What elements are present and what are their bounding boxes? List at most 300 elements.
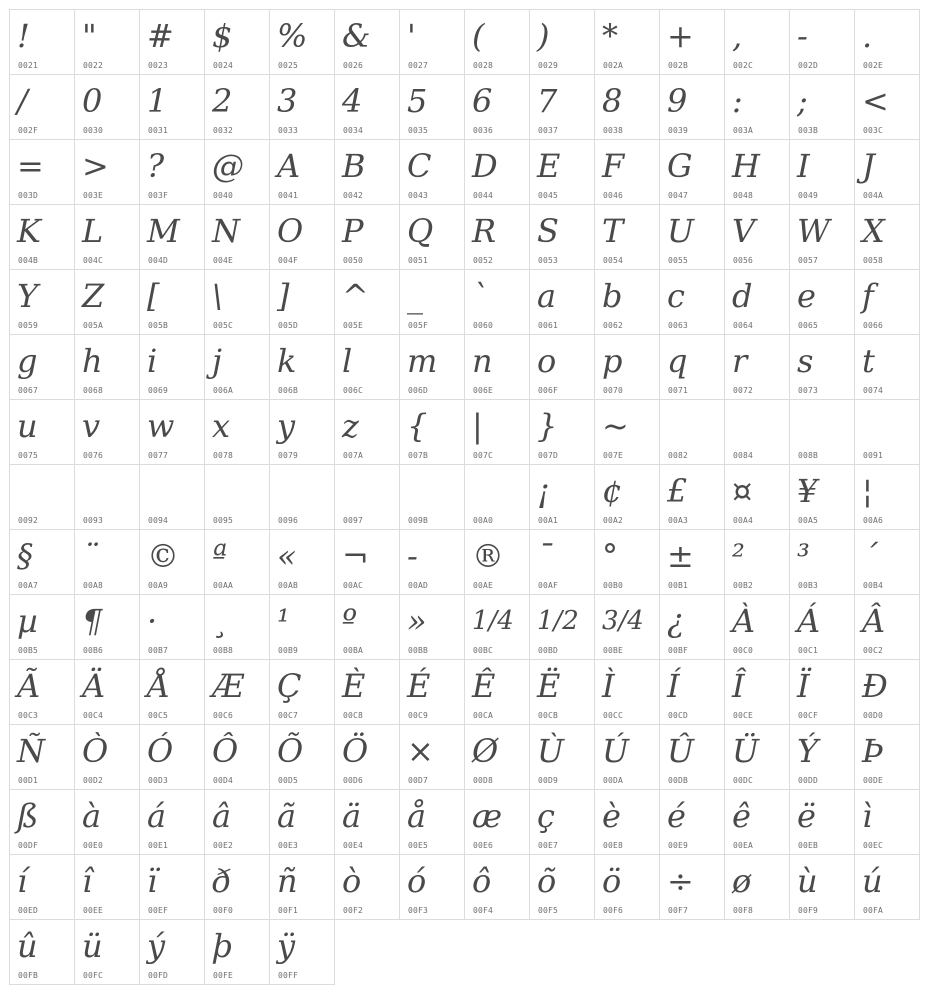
codepoint-label: 007D	[538, 451, 559, 460]
glyph-sample: 2	[212, 82, 233, 120]
codepoint-label: 007E	[603, 451, 624, 460]
glyph-sample: ¢	[602, 472, 623, 510]
glyph-cell	[530, 400, 595, 465]
codepoint-label: 00F5	[538, 906, 559, 915]
glyph-cell	[725, 75, 790, 140]
codepoint-label: 00F9	[798, 906, 819, 915]
codepoint-label: 006D	[408, 386, 429, 395]
codepoint-label: 004C	[83, 256, 104, 265]
glyph-sample: F	[602, 147, 625, 185]
glyph-cell	[465, 855, 530, 920]
glyph-sample: ß	[17, 797, 39, 835]
glyph-cell	[335, 140, 400, 205]
codepoint-label: 0027	[408, 61, 429, 70]
glyph-cell	[140, 660, 205, 725]
glyph-sample: D	[472, 147, 498, 185]
glyph-cell	[725, 400, 790, 465]
codepoint-label: 0056	[733, 256, 754, 265]
codepoint-label: 0094	[148, 516, 169, 525]
glyph-cell	[790, 595, 855, 660]
glyph-sample: Ñ	[17, 732, 45, 770]
glyph-cell	[400, 400, 465, 465]
glyph-sample: º	[342, 602, 358, 640]
glyph-sample: ¡	[537, 472, 550, 510]
glyph-cell	[530, 205, 595, 270]
glyph-sample: ª	[212, 537, 228, 575]
glyph-cell	[725, 595, 790, 660]
glyph-sample: 5	[407, 82, 428, 120]
codepoint-label: 0082	[668, 451, 689, 460]
glyph-cell	[530, 660, 595, 725]
codepoint-label: 00B5	[18, 646, 39, 655]
codepoint-label: 00FD	[148, 971, 169, 980]
glyph-cell	[140, 400, 205, 465]
codepoint-label: 002B	[668, 61, 689, 70]
glyph-cell	[595, 790, 660, 855]
glyph-cell	[855, 205, 920, 270]
codepoint-label: 00EB	[798, 841, 819, 850]
codepoint-label: 0040	[213, 191, 234, 200]
codepoint-label: 00E5	[408, 841, 429, 850]
glyph-sample: d	[732, 277, 753, 315]
glyph-sample: Ù	[537, 732, 564, 770]
glyph-sample: ù	[797, 862, 818, 900]
glyph-sample: v	[82, 407, 101, 445]
glyph-sample: Î	[732, 667, 745, 705]
glyph-sample: Ã	[17, 667, 41, 705]
glyph-sample: ·	[147, 602, 158, 640]
glyph-sample: *	[602, 17, 618, 55]
codepoint-label: 00E3	[278, 841, 299, 850]
codepoint-label: 0043	[408, 191, 429, 200]
codepoint-label: 0095	[213, 516, 234, 525]
codepoint-label: 00DA	[603, 776, 624, 785]
codepoint-label: 00D5	[278, 776, 299, 785]
glyph-sample: G	[667, 147, 693, 185]
glyph-sample: .	[862, 17, 873, 55]
glyph-cell	[725, 270, 790, 335]
glyph-sample: i	[147, 342, 158, 380]
codepoint-label: 0067	[18, 386, 39, 395]
glyph-cell	[725, 10, 790, 75]
codepoint-label: 0044	[473, 191, 494, 200]
glyph-cell	[725, 660, 790, 725]
glyph-cell	[400, 855, 465, 920]
glyph-cell	[75, 595, 140, 660]
codepoint-label: 0039	[668, 126, 689, 135]
codepoint-label: 00E9	[668, 841, 689, 850]
glyph-cell	[10, 335, 75, 400]
glyph-sample: Ê	[472, 667, 496, 705]
codepoint-label: 0047	[668, 191, 689, 200]
codepoint-label: 00A5	[798, 516, 819, 525]
codepoint-label: 00A8	[83, 581, 104, 590]
codepoint-label: 0075	[18, 451, 39, 460]
glyph-sample: ¥	[797, 472, 818, 510]
glyph-cell	[855, 530, 920, 595]
glyph-sample: ú	[862, 862, 883, 900]
glyph-sample: Û	[667, 732, 694, 770]
glyph-sample: !	[17, 17, 30, 55]
glyph-cell	[660, 140, 725, 205]
glyph-sample: µ	[17, 602, 38, 640]
glyph-sample: ¯	[537, 537, 553, 575]
glyph-cell	[790, 10, 855, 75]
glyph-sample: S	[537, 212, 559, 250]
glyph-cell	[400, 530, 465, 595]
glyph-cell	[465, 75, 530, 140]
glyph-cell	[790, 400, 855, 465]
codepoint-label: 0071	[668, 386, 689, 395]
codepoint-label: 0052	[473, 256, 494, 265]
glyph-cell	[335, 75, 400, 140]
glyph-cell	[465, 270, 530, 335]
glyph-cell	[465, 10, 530, 75]
glyph-sample: ¨	[82, 537, 98, 575]
glyph-sample: ?	[147, 147, 165, 185]
glyph-sample: Á	[797, 602, 821, 640]
glyph-cell	[75, 920, 140, 985]
glyph-cell	[75, 270, 140, 335]
glyph-cell	[660, 660, 725, 725]
glyph-cell	[855, 595, 920, 660]
codepoint-label: 00AB	[278, 581, 299, 590]
glyph-cell	[400, 725, 465, 790]
glyph-cell	[75, 660, 140, 725]
codepoint-label: 0054	[603, 256, 624, 265]
codepoint-label: 00DC	[733, 776, 754, 785]
glyph-cell	[790, 75, 855, 140]
glyph-cell	[75, 790, 140, 855]
codepoint-label: 002A	[603, 61, 624, 70]
glyph-sample: p	[602, 342, 623, 380]
codepoint-label: 002E	[863, 61, 884, 70]
glyph-cell	[530, 10, 595, 75]
codepoint-label: 005D	[278, 321, 299, 330]
codepoint-label: 00CD	[668, 711, 689, 720]
codepoint-label: 00AA	[213, 581, 234, 590]
codepoint-label: 00E0	[83, 841, 104, 850]
glyph-sample: l	[342, 342, 353, 380]
glyph-cell	[75, 725, 140, 790]
glyph-sample: {	[407, 407, 428, 445]
codepoint-label: 00BC	[473, 646, 494, 655]
glyph-cell	[75, 205, 140, 270]
glyph-sample: ¦	[862, 472, 873, 510]
glyph-sample: ÷	[667, 862, 694, 900]
codepoint-label: 0026	[343, 61, 364, 70]
glyph-cell	[140, 855, 205, 920]
codepoint-label: 00F2	[343, 906, 364, 915]
glyph-cell	[335, 595, 400, 660]
glyph-sample: c	[667, 277, 685, 315]
glyph-sample: ü	[82, 927, 103, 965]
codepoint-label: 0097	[343, 516, 364, 525]
codepoint-label: 0058	[863, 256, 884, 265]
glyph-sample: ^	[342, 277, 369, 315]
codepoint-label: 00C9	[408, 711, 429, 720]
codepoint-label: 00B2	[733, 581, 754, 590]
glyph-cell	[10, 855, 75, 920]
glyph-sample: ý	[147, 927, 166, 965]
codepoint-label: 00F7	[668, 906, 689, 915]
glyph-cell	[790, 530, 855, 595]
glyph-cell	[660, 10, 725, 75]
glyph-cell	[660, 465, 725, 530]
glyph-sample: "	[82, 17, 97, 55]
glyph-sample: Ö	[342, 732, 369, 770]
glyph-cell	[855, 790, 920, 855]
glyph-sample: 0	[82, 82, 103, 120]
glyph-cell	[595, 335, 660, 400]
codepoint-label: 00A3	[668, 516, 689, 525]
glyph-sample: Ï	[797, 667, 810, 705]
glyph-cell	[75, 465, 140, 530]
codepoint-label: 00CB	[538, 711, 559, 720]
glyph-sample: %	[277, 17, 308, 55]
codepoint-label: 006C	[343, 386, 364, 395]
glyph-sample: y	[277, 407, 296, 445]
codepoint-label: 00FF	[278, 971, 299, 980]
glyph-cell	[400, 75, 465, 140]
glyph-sample: ñ	[277, 862, 298, 900]
glyph-sample: }	[537, 407, 558, 445]
glyph-cell	[465, 725, 530, 790]
glyph-cell	[205, 855, 270, 920]
codepoint-label: 0025	[278, 61, 299, 70]
glyph-cell	[335, 790, 400, 855]
codepoint-label: 006A	[213, 386, 234, 395]
glyph-sample: Y	[17, 277, 39, 315]
codepoint-label: 00D8	[473, 776, 494, 785]
glyph-sample: j	[212, 342, 222, 380]
glyph-sample: ]	[277, 277, 290, 315]
codepoint-label: 00FB	[18, 971, 39, 980]
codepoint-label: 0057	[798, 256, 819, 265]
glyph-sample: 7	[537, 82, 558, 120]
glyph-cell	[400, 140, 465, 205]
glyph-cell	[335, 335, 400, 400]
glyph-cell	[465, 660, 530, 725]
glyph-sample: =	[17, 147, 44, 185]
glyph-cell	[270, 530, 335, 595]
glyph-cell	[790, 140, 855, 205]
codepoint-label: 0061	[538, 321, 559, 330]
glyph-cell	[530, 270, 595, 335]
glyph-sample: [	[147, 277, 160, 315]
codepoint-label: 0034	[343, 126, 364, 135]
glyph-sample: #	[147, 17, 174, 55]
glyph-sample: ¿	[667, 602, 685, 640]
codepoint-label: 0060	[473, 321, 494, 330]
glyph-sample: þ	[212, 927, 233, 965]
codepoint-label: 00CE	[733, 711, 754, 720]
codepoint-label: 00D9	[538, 776, 559, 785]
glyph-sample: A	[277, 147, 301, 185]
glyph-sample: à	[82, 797, 102, 835]
glyph-cell	[140, 335, 205, 400]
glyph-cell	[270, 75, 335, 140]
codepoint-label: 00F8	[733, 906, 754, 915]
codepoint-label: 00ED	[18, 906, 39, 915]
codepoint-label: 00D2	[83, 776, 104, 785]
glyph-sample: Ú	[602, 732, 629, 770]
glyph-cell	[790, 790, 855, 855]
glyph-cell	[530, 530, 595, 595]
glyph-cell	[140, 140, 205, 205]
codepoint-label: 00CC	[603, 711, 624, 720]
glyph-sample: N	[212, 212, 240, 250]
codepoint-label: 007A	[343, 451, 364, 460]
glyph-sample: -	[407, 537, 418, 575]
glyph-cell	[660, 530, 725, 595]
glyph-sample: w	[147, 407, 175, 445]
codepoint-label: 00EE	[83, 906, 104, 915]
glyph-cell	[465, 400, 530, 465]
codepoint-label: 0041	[278, 191, 299, 200]
glyph-sample: n	[472, 342, 493, 380]
codepoint-label: 006F	[538, 386, 559, 395]
codepoint-label: 00F4	[473, 906, 494, 915]
glyph-cell	[140, 205, 205, 270]
glyph-cell	[270, 270, 335, 335]
glyph-sample: ï	[147, 862, 158, 900]
codepoint-label: 004F	[278, 256, 299, 265]
codepoint-label: 005C	[213, 321, 234, 330]
glyph-sample: Ó	[147, 732, 174, 770]
glyph-sample: ÿ	[277, 927, 296, 965]
glyph-sample: /	[17, 82, 28, 120]
glyph-sample: _	[407, 277, 423, 315]
glyph-sample: J	[862, 147, 875, 185]
codepoint-label: 0024	[213, 61, 234, 70]
glyph-cell	[140, 920, 205, 985]
glyph-sample: &	[342, 17, 371, 55]
glyph-cell	[205, 335, 270, 400]
glyph-cell	[725, 205, 790, 270]
glyph-cell	[10, 75, 75, 140]
glyph-sample: 3	[277, 82, 298, 120]
glyph-sample: 4	[342, 82, 363, 120]
glyph-sample: ¶	[82, 602, 103, 640]
codepoint-label: 002C	[733, 61, 754, 70]
glyph-cell	[75, 530, 140, 595]
glyph-sample: »	[407, 602, 427, 640]
glyph-cell	[725, 725, 790, 790]
codepoint-label: 002F	[18, 126, 39, 135]
codepoint-label: 00A2	[603, 516, 624, 525]
glyph-cell	[595, 400, 660, 465]
codepoint-label: 0029	[538, 61, 559, 70]
glyph-cell	[725, 855, 790, 920]
glyph-cell	[400, 10, 465, 75]
glyph-sample: ò	[342, 862, 362, 900]
glyph-sample: °	[602, 537, 618, 575]
codepoint-label: 0023	[148, 61, 169, 70]
glyph-cell	[465, 530, 530, 595]
codepoint-label: 0022	[83, 61, 104, 70]
codepoint-label: 00B4	[863, 581, 884, 590]
codepoint-label: 0048	[733, 191, 754, 200]
glyph-cell	[400, 660, 465, 725]
glyph-cell	[855, 660, 920, 725]
codepoint-label: 00FC	[83, 971, 104, 980]
glyph-cell	[725, 335, 790, 400]
glyph-sample: Ý	[797, 732, 819, 770]
glyph-cell	[10, 10, 75, 75]
glyph-sample: h	[82, 342, 103, 380]
codepoint-label: 0028	[473, 61, 494, 70]
codepoint-label: 005F	[408, 321, 429, 330]
codepoint-label: 0049	[798, 191, 819, 200]
codepoint-label: 0079	[278, 451, 299, 460]
codepoint-label: 005A	[83, 321, 104, 330]
glyph-cell	[400, 335, 465, 400]
codepoint-label: 00F1	[278, 906, 299, 915]
codepoint-label: 00D6	[343, 776, 364, 785]
glyph-cell	[400, 205, 465, 270]
codepoint-label: 006E	[473, 386, 494, 395]
glyph-cell	[855, 270, 920, 335]
glyph-sample: I	[797, 147, 810, 185]
glyph-sample: `	[472, 277, 488, 315]
glyph-cell	[335, 855, 400, 920]
glyph-cell	[140, 10, 205, 75]
codepoint-label: 00BE	[603, 646, 624, 655]
glyph-sample: V	[732, 212, 756, 250]
glyph-sample: 6	[472, 82, 493, 120]
codepoint-label: 0032	[213, 126, 234, 135]
glyph-cell	[270, 335, 335, 400]
codepoint-label: 0045	[538, 191, 559, 200]
codepoint-label: 00C0	[733, 646, 754, 655]
glyph-sample: <	[862, 82, 889, 120]
glyph-sample: Å	[147, 667, 171, 705]
glyph-sample: ¸	[212, 602, 228, 640]
glyph-cell	[10, 465, 75, 530]
glyph-sample: ã	[277, 797, 297, 835]
glyph-sample: ´	[862, 537, 878, 575]
glyph-cell	[595, 75, 660, 140]
glyph-cell	[205, 140, 270, 205]
codepoint-label: 00CF	[798, 711, 819, 720]
codepoint-label: 0093	[83, 516, 104, 525]
glyph-sample: £	[667, 472, 688, 510]
glyph-sample: É	[407, 667, 431, 705]
codepoint-label: 007B	[408, 451, 429, 460]
codepoint-label: 0031	[148, 126, 169, 135]
codepoint-label: 0078	[213, 451, 234, 460]
glyph-sample: L	[82, 212, 104, 250]
character-map-grid	[9, 9, 920, 985]
glyph-sample: á	[147, 797, 167, 835]
glyph-cell	[10, 205, 75, 270]
glyph-cell	[595, 595, 660, 660]
glyph-sample: k	[277, 342, 297, 380]
codepoint-label: 00FA	[863, 906, 884, 915]
glyph-cell	[855, 75, 920, 140]
glyph-cell	[660, 855, 725, 920]
codepoint-label: 00DF	[18, 841, 39, 850]
glyph-cell	[140, 530, 205, 595]
glyph-sample: q	[667, 342, 688, 380]
glyph-sample: P	[342, 212, 364, 250]
codepoint-label: 00EC	[863, 841, 884, 850]
glyph-cell	[660, 595, 725, 660]
glyph-sample: §	[17, 537, 33, 575]
glyph-sample: -	[797, 17, 808, 55]
codepoint-label: 00C3	[18, 711, 39, 720]
